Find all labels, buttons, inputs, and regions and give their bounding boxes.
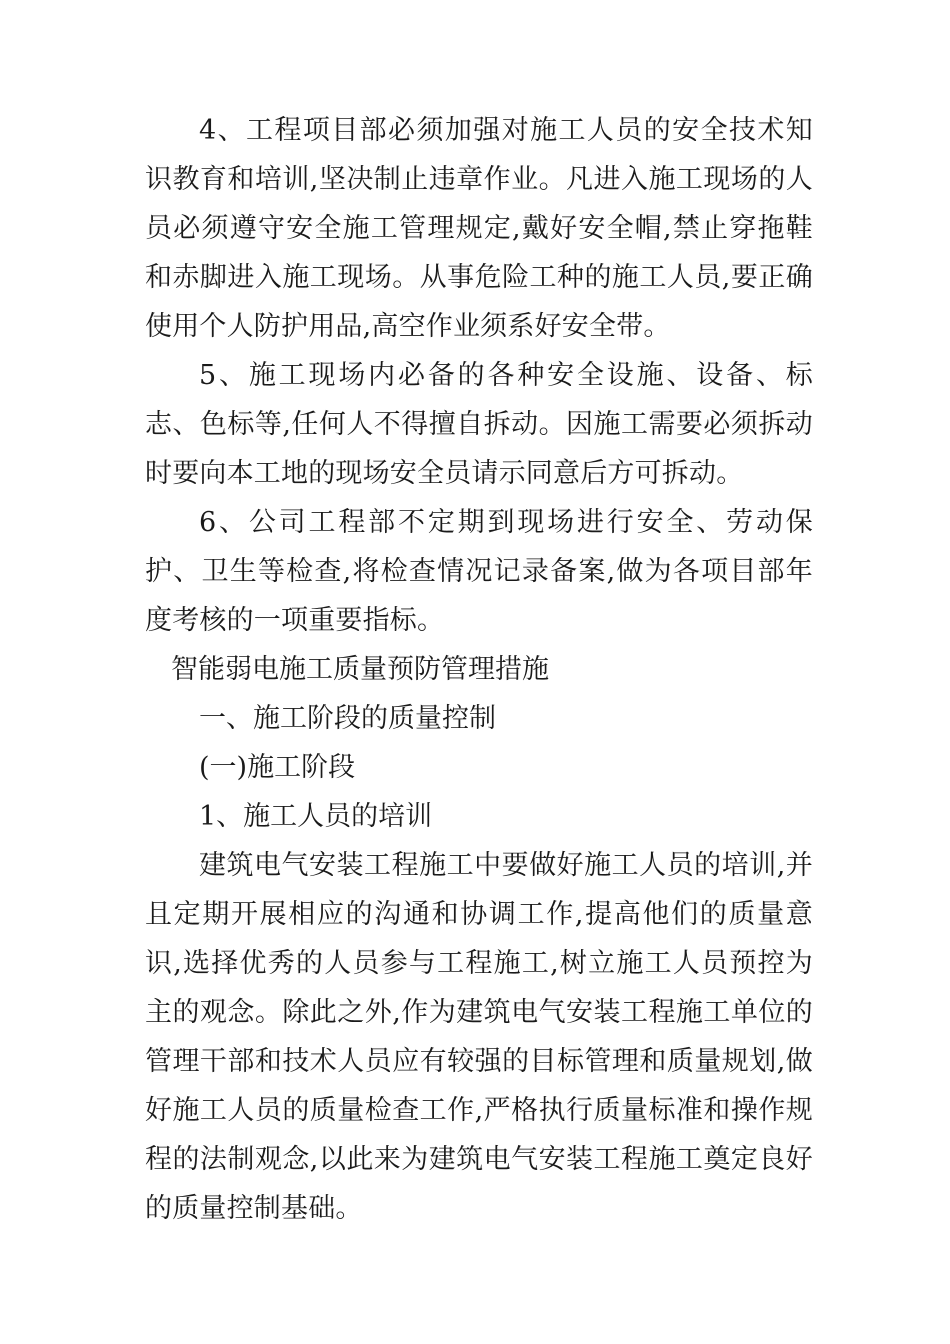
document-page	[145, 106, 813, 1233]
paragraph-item-4: 4、工程项目部必须加强对施工人员的安全技术知识教育和培训,坚决制止违章作业。凡进入施工现场的人员必须遵守安全施工管理规定,戴好安全帽,禁止穿拖鞋和赤脚进入施工现场。从事危险工种的施工人员,要正确使用个人防护用品,高空作业须系好安全带。	[145, 115, 813, 342]
body-paragraph-training: 建筑电气安装工程施工中要做好施工人员的培训,并且定期开展相应的沟通和协调工作,提高他们的质量意识,选择优秀的人员参与工程施工,树立施工人员预控为主的观念。除此之外,作为建筑电气安装工程施工单位的管理干部和技术人员应有较强的目标管理和质量规划,做好施工人员的质量检查工作,严格执行质量标准和操作规程的法制观念,以此来为建筑电气安装工程施工奠定良好的质量控制基础。	[145, 850, 813, 1224]
paragraph-item-5: 5、施工现场内必备的各种安全设施、设备、标志、色标等,任何人不得擅自拆动。因施工需要必须拆动时要向本工地的现场安全员请示同意后方可拆动。	[145, 360, 813, 489]
section-title: 智能弱电施工质量预防管理措施	[171, 654, 549, 685]
heading-construction-stage: (一)施工阶段	[199, 752, 356, 783]
heading-staff-training: 1、施工人员的培训	[199, 801, 433, 832]
paragraph-item-6: 6、公司工程部不定期到现场进行安全、劳动保护、卫生等检查,将检查情况记录备案,做为各项目部年度考核的一项重要指标。	[145, 507, 813, 636]
heading-construction-quality-control: 一、施工阶段的质量控制	[199, 703, 496, 734]
